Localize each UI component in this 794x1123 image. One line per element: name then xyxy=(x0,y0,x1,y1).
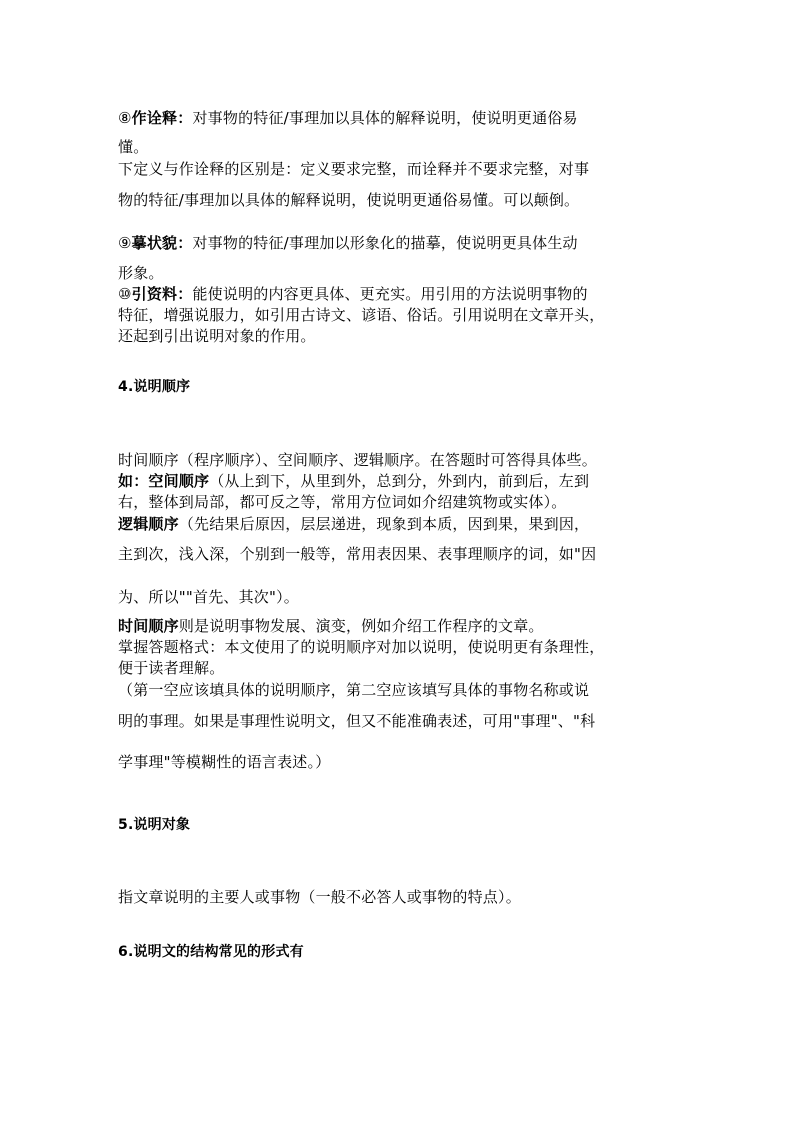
spatial-text: （从上到下，从里到外，总到分，外到内，前到后，左到 xyxy=(209,472,590,490)
section4-note-line2: 明的事理。如果是事理性说明文，但又不能准确表述，可用"事理"、"科 xyxy=(118,712,596,730)
item10-marker: ⑩ xyxy=(118,285,132,303)
item8-term: 作诠释： xyxy=(131,109,193,127)
time-lead: 时间顺序 xyxy=(118,617,179,635)
section4-logic-line1 xyxy=(118,514,589,534)
section4-logic-line2: 主到次，浅入深，个别到一般等，常用表因果、表事理顺序的词，如"因 xyxy=(118,545,597,563)
item9-line2: 形象。 xyxy=(118,264,164,282)
logic-lead: 逻辑顺序 xyxy=(118,515,179,533)
item8-line2: 懂。 xyxy=(118,138,149,156)
item10-text: 能使说明的内容更具体、更充实。用引用的方法说明事物的 xyxy=(192,285,588,303)
section4-spatial-line2: 右，整体到局部，都可反之等，常用方位词如介绍建筑物或实体）。 xyxy=(118,493,567,511)
section4-spatial-line1 xyxy=(118,471,589,491)
item10-line1 xyxy=(118,284,588,304)
item9-line1 xyxy=(118,233,578,253)
item9-text: 对事物的特征/事理加以形象化的描摹，使说明更具体生动 xyxy=(192,234,578,252)
item9-term: 摹状貌： xyxy=(131,234,193,252)
item10-line2: 特征，增强说服力，如引用古诗文、谚语、俗话。引用说明在文章开头， xyxy=(118,306,605,324)
logic-text: （先结果后原因，层层递进，现象到本质，因到果，果到因， xyxy=(178,515,590,533)
section4-logic-line3: 为、所以""首先、其次"）。 xyxy=(118,588,299,606)
item8-marker: ⑧ xyxy=(118,109,132,127)
def-diff-line1: 下定义与作诠释的区别是：定义要求完整，而诠释并不要求完整，对事 xyxy=(118,160,590,178)
item8-line1 xyxy=(118,108,578,128)
item8-text: 对事物的特征/事理加以具体的解释说明，使说明更通俗易 xyxy=(192,109,578,127)
section4-note-line1: （第一空应该填具体的说明顺序，第二空应该填写具体的事物名称或说 xyxy=(118,681,590,699)
item10-line3: 还起到引出说明对象的作用。 xyxy=(118,327,316,345)
section4-format-line1: 掌握答题格式：本文使用了的说明顺序对加以说明，使说明更有条理性， xyxy=(118,638,605,656)
section4-format-line2: 便于读者理解。 xyxy=(118,659,225,677)
section4-p1: 时间顺序（程序顺序）、空间顺序、逻辑顺序。在答题时可答得具体些。 xyxy=(118,451,597,469)
section4-note-line3: 学事理"等模糊性的语言表述。） xyxy=(118,753,331,771)
section5-heading: 5.说明对象 xyxy=(118,817,191,833)
section4-time-line xyxy=(118,616,544,636)
item10-term: 引资料： xyxy=(131,285,193,303)
spatial-lead: 如：空间顺序 xyxy=(118,472,210,490)
section6-heading: 6.说明文的结构常见的形式有 xyxy=(118,944,304,960)
section4-heading: 4.说明顺序 xyxy=(118,379,191,395)
def-diff-line2: 物的特征/事理加以具体的解释说明，使说明更通俗易懂。可以颠倒。 xyxy=(118,191,580,209)
item9-marker: ⑨ xyxy=(118,234,132,252)
section5-p1: 指文章说明的主要人或事物（一般不必答人或事物的特点）。 xyxy=(118,888,521,906)
time-text: 则是说明事物发展、演变，例如介绍工作程序的文章。 xyxy=(178,617,544,635)
